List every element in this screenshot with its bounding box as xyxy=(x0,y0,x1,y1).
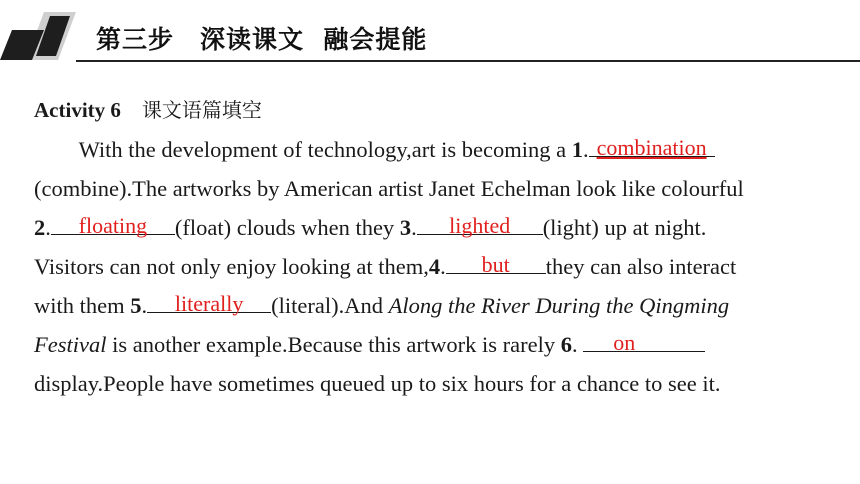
passage-text: they can also interact xyxy=(545,254,737,279)
blank-number: 5 xyxy=(130,293,142,318)
answer-blank-3[interactable] xyxy=(417,210,543,238)
passage-text: (light) up at night. xyxy=(542,215,707,240)
activity-name: Activity 6 xyxy=(34,98,121,122)
answer-text: literally xyxy=(174,291,244,316)
passage-line-3: 2. floating (float) clouds when they 3. lighted (light) up at night. xyxy=(34,208,854,247)
answer-blank-1[interactable] xyxy=(589,132,715,160)
passage-italic-text: Festival xyxy=(34,332,107,357)
section-title: 第三步 深读课文 融会提能 xyxy=(96,25,428,54)
header-divider xyxy=(76,60,860,62)
passage-text: display.People have sometimes queued up to six hours for a chance to see it. xyxy=(34,371,721,396)
answer-blank-6[interactable] xyxy=(583,327,705,355)
activity-subtitle: 课文语篇填空 xyxy=(141,98,262,122)
blank-number: 4 xyxy=(428,254,441,279)
passage-text: is another example.Because this artwork is rarely xyxy=(106,332,561,357)
passage-line-1: With the development of technology,art is becoming a 1. combination xyxy=(34,130,854,169)
blank-number: 3 xyxy=(399,215,412,240)
passage-line-6: Festival is another example.Because this artwork is rarely 6. on xyxy=(34,325,854,364)
answer-blank-2[interactable] xyxy=(51,210,175,238)
passage-text: (combine).The artworks by American artist Janet Echelman look like colourful xyxy=(34,176,744,201)
answer-text: floating xyxy=(78,213,148,238)
passage-text: (literal).And xyxy=(271,293,389,318)
passage-line-4: Visitors can not only enjoy looking at them,4. but they can also interact xyxy=(34,247,854,286)
answer-text: combination xyxy=(596,135,707,160)
answer-blank-4[interactable] xyxy=(446,249,546,277)
passage-text: with them xyxy=(34,293,131,318)
passage-text: (float) clouds when they xyxy=(174,215,400,240)
passage-italic-text: Along the River During the Qingming xyxy=(388,293,730,318)
blank-number: 6 xyxy=(560,332,572,357)
passage-line-7 xyxy=(34,364,854,403)
passage-line-5: with them 5. literally (literal).And Along the River During the Qingming xyxy=(34,286,854,325)
blank-number: 2 xyxy=(34,215,46,240)
blank-number: 1 xyxy=(571,137,583,162)
passage-text: With the development of technology,art is becoming a xyxy=(34,137,572,162)
passage-line-2 xyxy=(34,169,854,208)
answer-text: lighted xyxy=(449,213,511,238)
passage-text: Visitors can not only enjoy looking at them, xyxy=(34,254,429,279)
answer-text: on xyxy=(613,330,636,355)
activity-heading xyxy=(34,94,262,123)
answer-text: but xyxy=(481,252,510,277)
cloze-passage xyxy=(34,130,854,403)
answer-blank-5[interactable] xyxy=(147,288,271,316)
